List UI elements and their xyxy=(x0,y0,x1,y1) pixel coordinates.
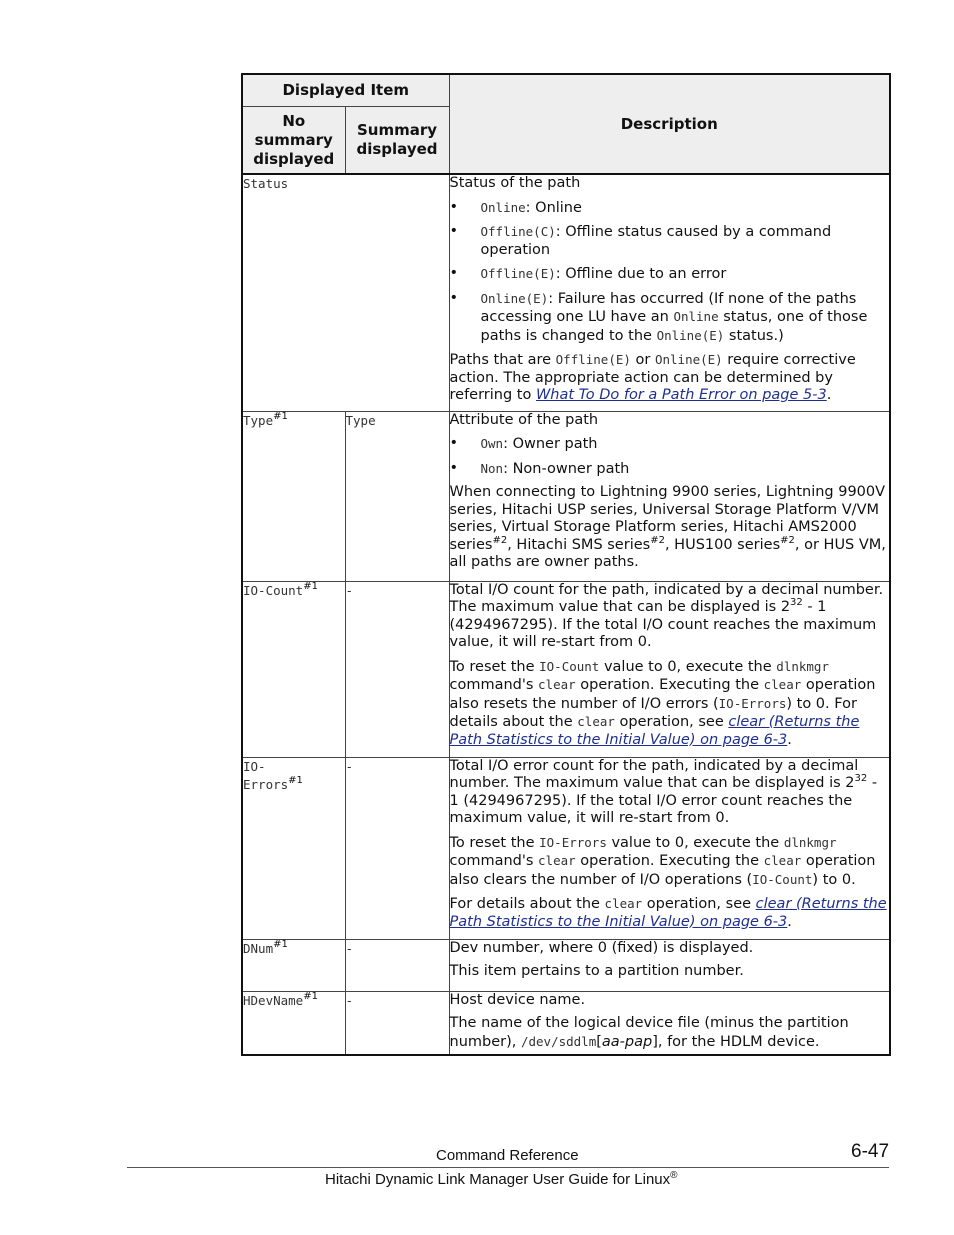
description-text: Total I/O error count for the path, indicated by a decimal number. The maximum value that can be displayed is $2^{32} - 1$ (4294967295). If the total I/O error count reaches the maximum value, it will re-start from 0. xyxy=(449,757,878,826)
table-row xyxy=(242,991,890,1055)
item-name: Type xyxy=(243,412,274,428)
description-text: Dev number, where 0 (fixed) is displayed. xyxy=(449,939,754,956)
description-text: Total I/O count for the path, indicated by a decimal number. The maximum value that can be displayed is $2^{32} - 1$ (4294967295). If the total I/O count reaches the maximum value, it will re-start from 0. xyxy=(449,581,884,650)
summary-cell xyxy=(345,757,449,939)
item-name: IO-Count xyxy=(243,582,304,598)
summary-cell xyxy=(345,939,449,991)
item-name-cell: HDevName$^{\#1}$ xyxy=(242,991,345,1055)
clear-operation-link[interactable]: clear (Returns the Path Statistics to the Initial Value) on page 6-3 xyxy=(449,896,887,930)
footer-book-title: Hitachi Dynamic Link Manager User Guide for Linux® xyxy=(325,1170,678,1188)
summary-value: - xyxy=(345,992,354,1008)
item-name-cell: IO- Errors$^{\#1}$ xyxy=(242,757,345,939)
header-description: Description xyxy=(449,74,890,174)
description-cell xyxy=(449,411,890,581)
footer-section-title: Command Reference xyxy=(436,1147,579,1164)
description-text: To reset the IO-Count value to 0, execute the dlnkmgr command's clear operation. Executing the clear operation also resets the number of I/O errors (IO-Errors) to 0. For details about the clear operation, see clear (Returns the Path Statistics to the Initial Value) on page 6-3. xyxy=(449,658,876,748)
list-item: • Offline(C): Offline status caused by a command operation xyxy=(450,223,890,259)
footer-divider xyxy=(127,1167,889,1168)
summary-value: - xyxy=(345,758,354,774)
item-name: IO- xyxy=(243,758,266,774)
description-text: Status of the path xyxy=(449,175,581,191)
summary-cell xyxy=(345,581,449,757)
item-name: Errors xyxy=(243,777,289,792)
clear-operation-link[interactable]: clear (Returns the Path Statistics to the Initial Value) on page 6-3 xyxy=(449,714,860,748)
list-item: • Own: Owner path xyxy=(450,435,890,454)
page-number: 6-47 xyxy=(851,1141,890,1162)
description-cell xyxy=(449,939,890,991)
description-text: Attribute of the path xyxy=(449,411,599,428)
description-cell xyxy=(449,757,890,939)
type-list xyxy=(450,435,890,478)
description-cell xyxy=(449,991,890,1055)
table-row xyxy=(242,939,890,991)
item-name-cell xyxy=(242,174,449,411)
description-text: The name of the logical device file (minus the partition number), /dev/sddlm[aa-pap], for the HDLM device. xyxy=(449,1015,849,1050)
list-item: • Non: Non-owner path xyxy=(450,460,890,479)
item-name-cell: IO-Count$^{\#1}$ xyxy=(242,581,345,757)
description-text: This item pertains to a partition number. xyxy=(449,963,744,979)
status-list xyxy=(450,199,890,346)
summary-cell xyxy=(345,411,449,581)
header-displayed-item: Displayed Item xyxy=(242,74,449,107)
summary-value: Type xyxy=(345,412,376,428)
description-text: To reset the IO-Errors value to 0, execute the dlnkmgr command's clear operation. Executing the clear operation also clears the number of I/O operations (IO-Count) to 0. xyxy=(449,834,876,888)
item-name: HDevName xyxy=(243,992,304,1008)
table-row xyxy=(242,174,890,411)
description-cell xyxy=(449,174,890,411)
table-row xyxy=(242,581,890,757)
summary-value: - xyxy=(345,940,354,956)
summary-cell xyxy=(345,991,449,1055)
list-item: • Online: Online xyxy=(450,199,890,218)
displayed-items-table xyxy=(241,73,891,1056)
item-name-cell: Type$^{\#1}$ xyxy=(242,411,345,581)
summary-value: - xyxy=(345,582,354,598)
header-no-summary: No summary displayed xyxy=(242,107,345,175)
list-item: • Offline(E): Offline due to an error xyxy=(450,265,890,284)
description-text: For details about the clear operation, see clear (Returns the Path Statistics to the Initial Value) on page 6-3. xyxy=(449,896,887,930)
description-text: When connecting to Lightning 9900 series, Lightning 9900V series, Hitachi USP series, Universal Storage Platform V/VM series, Virtual Storage Platform series, Hitachi AMS2000 series$^{\#2}$, Hitachi SMS series$^{\#2}$, HUS100 series$^{\#2}$, or HUS VM, all paths are owner paths. xyxy=(449,484,886,570)
item-name: Status xyxy=(243,176,289,191)
table-row xyxy=(242,757,890,939)
path-error-link[interactable]: What To Do for a Path Error on page 5-3 xyxy=(535,387,827,403)
description-cell xyxy=(449,581,890,757)
table-row xyxy=(242,411,890,581)
header-summary: Summary displayed xyxy=(345,107,449,175)
description-text: Paths that are Offline(E) or Online(E) require corrective action. The appropriate action can be determined by referring to What To Do for a Path Error on page 5-3. xyxy=(449,352,856,403)
item-name-cell: DNum$^{\#1}$ xyxy=(242,939,345,991)
description-text: Host device name. xyxy=(449,991,586,1008)
item-name: DNum xyxy=(243,940,274,956)
list-item: • Online(E): Failure has occurred (If none of the paths accessing one LU have an Online status, one of those paths is changed to the Online(E) status.) xyxy=(450,290,890,346)
